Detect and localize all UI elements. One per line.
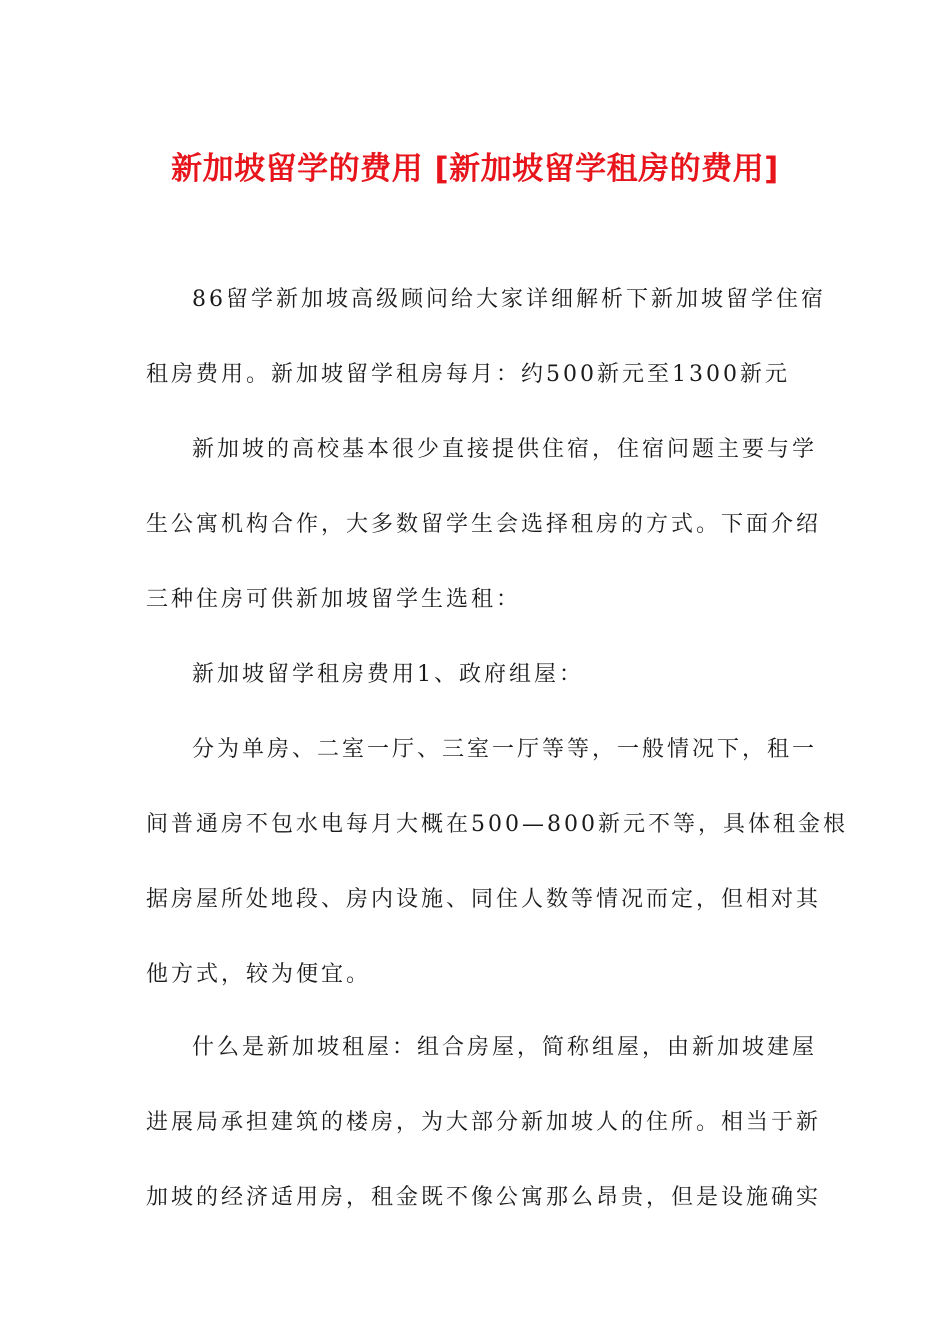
paragraph-line: 分为单房、二室一厅、三室一厅等等，一般情况下，租一 [192,737,818,762]
paragraph-line: 新加坡的高校基本很少直接提供住宿，住宿问题主要与学 [192,437,818,462]
paragraph-line: 租房费用。新加坡留学租房每月：约500新元至1300新元 [146,362,790,387]
paragraph-line: 三种住房可供新加坡留学生选租： [146,587,522,612]
paragraph-line: 间普通房不包水电每月大概在500—800新元不等，具体租金根 [146,812,848,837]
paragraph-line: 什么是新加坡租屋：组合房屋，简称组屋，由新加坡建屋 [192,1035,818,1060]
paragraph-line: 加坡的经济适用房，租金既不像公寓那么昂贵，但是设施确实 [146,1185,822,1210]
section-heading: 新加坡留学租房费用1、政府组屋： [192,662,584,687]
paragraph-line: 86留学新加坡高级顾问给大家详细解析下新加坡留学住宿 [192,287,826,312]
paragraph-line: 他方式，较为便宜。 [146,962,372,987]
document-title: 新加坡留学的费用 [新加坡留学租房的费用] [171,151,779,187]
paragraph-line: 生公寓机构合作，大多数留学生会选择租房的方式。下面介绍 [146,512,822,537]
paragraph-line: 据房屋所处地段、房内设施、同住人数等情况而定，但相对其 [146,887,822,912]
paragraph-line: 进展局承担建筑的楼房，为大部分新加坡人的住所。相当于新 [146,1110,822,1135]
